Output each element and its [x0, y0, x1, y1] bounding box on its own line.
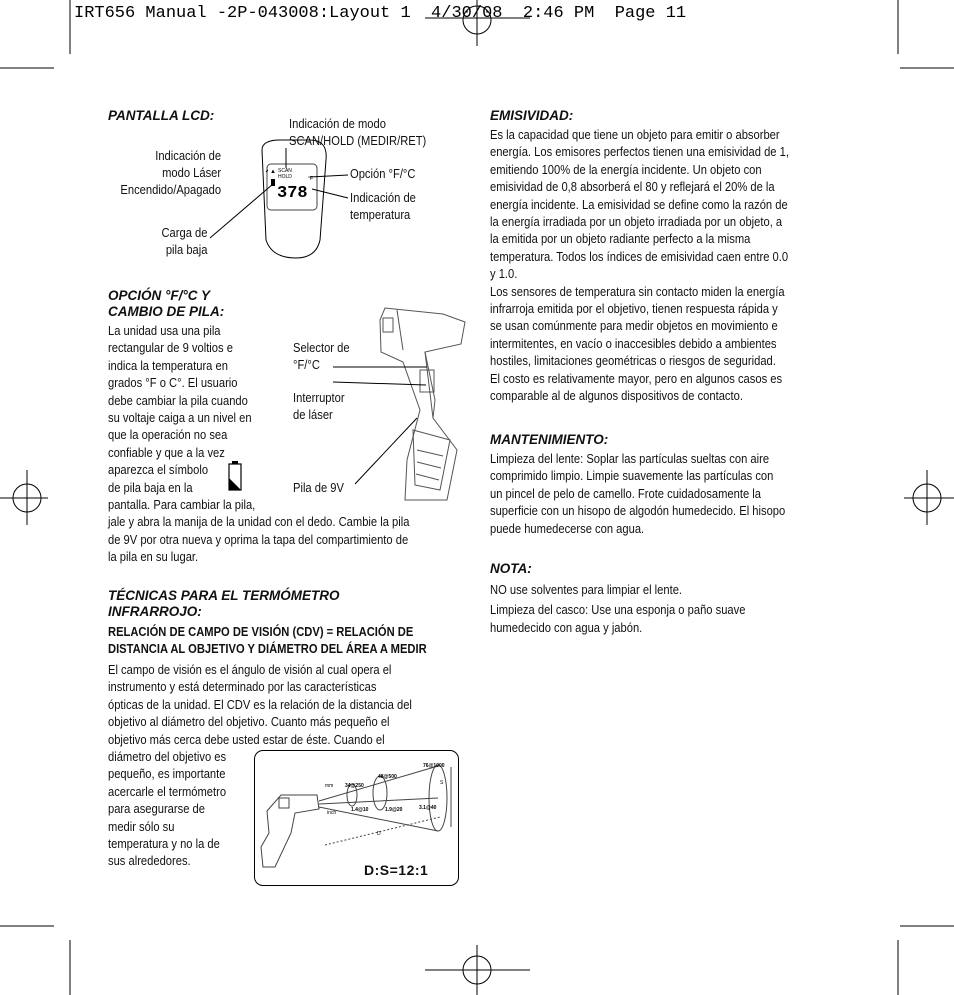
ds-mm-value-3: 76@1000 [423, 763, 445, 769]
emissivity-body: Es la capacidad que tiene un objeto para emitir o absorber energía. Los emisores perfectos tienen una emisividad de 1, emitiendo 100% de la energía incidente. Un objeto con emisividad de 0,8 absorberá el 80 y reflejará el 20% de la energía incidente. La emisividad se define como la razón de la energía irradiada por un objeto irradiada por un objeto, a la emitida por un objeto radiante perfecto a la misma temperatura. Todos los índices de emisividad caen entre 0.0 y 1.0. Los sensores de temperatura sin contacto miden la energía infrarroja emitida por el objetivo, tienen respuesta rápida y se usan comúnmente para medir objetos en movimiento e intermitentes, en vacío o inaccesibles debido a ambientes hostiles, limitaciones geométricas o riesgos de seguridad. El costo es relativamente mayor, pero en algunos casos es comparable al de algunos dispositivos de contacto. [490, 127, 789, 404]
note-heading: NOTA: [490, 561, 532, 576]
low-battery-icon [228, 461, 242, 491]
laser-indicator-icon: ▲ [270, 169, 276, 175]
battery-body: La unidad usa una pila rectangular de 9 voltios e indica la temperatura en grados °F o C°. El usuario debe cambiar la pila cuando su voltaje caiga a un nivel en que la operación no sea confiable y que a la vez aparezca el símbolo de pila baja en la pantalla. Para cambiar la pila, jale y abra la manija de la unidad con el dedo. Cambie la pila de 9V por otra nueva y oprima la tapa del compartimiento de la pila en su lugar. [108, 322, 462, 566]
note-body: NO use solventes para limpiar el lente. Limpieza del casco: Use una esponja o paño suave humedecido con agua y jabón. [490, 582, 746, 635]
ds-ratio: D:S=12:1 [364, 862, 429, 878]
label-scan-hold: Indicación de modo SCAN/HOLD (MEDIR/RET) [289, 116, 427, 148]
display-unit: °F [308, 176, 314, 182]
emissivity-heading: EMISIVIDAD: [490, 108, 574, 123]
ds-mm-value-2: 48@500 [378, 774, 397, 780]
ds-mm-label: mm [325, 783, 334, 789]
print-slug: IRT656 Manual -2P-043008:Layout 1 4/30/08 2:46 PM Page 11 [74, 4, 687, 23]
label-9v-battery: Pila de 9V [293, 480, 344, 495]
display-hold: HOLD [278, 174, 292, 180]
ds-inch-label: inch [327, 810, 337, 816]
battery-heading: OPCIÓN °F/°C Y CAMBIO DE PILA: [108, 288, 225, 319]
lcd-illustration [200, 120, 360, 270]
maintenance-body: Limpieza del lente: Soplar las partículas sueltas con aire comprimido limpio. Limpie suavemente las partículas con un pincel de pelo de camello. Frote cuidadosamente la superficie con un hisopo de algodón humedecido. El hisopo puede humedecerse con agua. [490, 451, 786, 536]
ds-diagram [254, 750, 459, 886]
ds-inch-value-1: 1.4@10 [351, 807, 369, 813]
thermometer-illustration [325, 300, 475, 510]
label-laser-switch: Interruptor de láser [293, 390, 345, 422]
ds-d-label: D [377, 831, 381, 837]
ds-inch-value-2: 1.9@20 [385, 807, 403, 813]
label-low-battery: Carga de pila baja [161, 225, 207, 257]
label-temperature: Indicación de temperatura [350, 190, 416, 222]
display-scan: SCAN [278, 168, 292, 174]
lcd-heading: PANTALLA LCD: [108, 108, 215, 123]
ir-body: El campo de visión es el ángulo de visión al cual opera el instrumento y está determinado por las características ópticas de la unidad. El CDV es la relación de la distancia del objetivo al diámetro del objetivo. Cuanto más pequeño el objetivo más cerca debe usted estar de éste. Cuando el diámetro del objetivo es pequeño, es importante acercarle el termómetro para asegurarse de medir sólo su temperatura y no la de sus alrededores. [108, 662, 412, 869]
ds-inch-value-3: 3.1@40 [419, 805, 437, 811]
maintenance-heading: MANTENIMIENTO: [490, 432, 609, 447]
ds-s-label: S [440, 780, 444, 786]
ir-subheading: RELACIÓN DE CAMPO DE VISIÓN (CDV) = RELACIÓN DE DISTANCIA AL OBJETIVO Y DIÁMETRO DEL ÁREA A MEDIR [108, 624, 427, 657]
ir-heading: TÉCNICAS PARA EL TERMÓMETRO INFRARROJO: [108, 588, 340, 619]
ds-mm-value-1: 34@250 [345, 783, 364, 789]
battery-body-wide: jale y abra la manija de la unidad con el dedo. Cambie la pila de 9V por otra nueva y oprima la tapa del compartimiento de la pila en su lugar. [108, 514, 410, 565]
display-reading: 378 [277, 184, 308, 203]
label-laser-mode: Indicación de modo Láser Encendido/Apagado [120, 148, 221, 197]
label-fc-selector: Selector de °F/°C [293, 340, 350, 372]
label-fc-option: Opción °F/°C [350, 166, 416, 181]
